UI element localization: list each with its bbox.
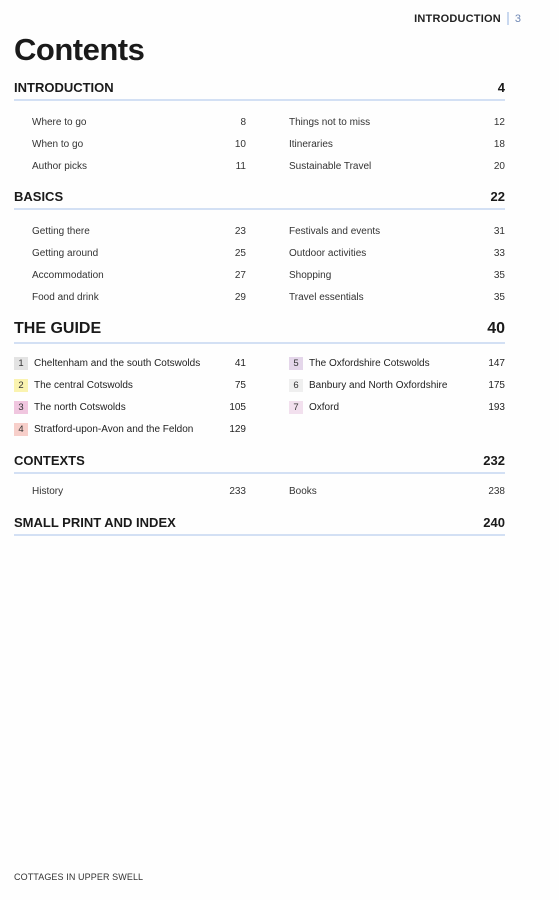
toc-entry-page: 8 [240,116,246,128]
section-introduction [14,80,505,177]
photo-caption: COTTAGES IN UPPER SWELL [14,872,144,882]
toc-entry-page: 11 [235,160,246,172]
toc-entry-page: 12 [493,116,505,128]
running-head-title: INTRODUCTION [414,12,501,25]
chapter-entry[interactable] [14,374,246,396]
toc-column-right [289,480,505,502]
running-head-divider [507,12,509,25]
toc-entry-page: 10 [234,138,246,150]
section-page: 232 [483,453,505,468]
chapter-number-badge: 6 [289,379,303,392]
chapter-entry[interactable] [14,396,246,418]
toc-entry-label: Things not to miss [289,116,371,128]
chapter-entry[interactable] [289,352,505,374]
toc-entry-page: 27 [234,269,246,281]
section-heading-the-guide[interactable] [14,320,505,344]
chapter-page: 41 [234,357,246,369]
toc-entry[interactable] [14,264,246,286]
toc-entry[interactable] [14,286,246,308]
chapter-entry[interactable] [14,352,246,374]
chapter-number-badge: 2 [14,379,28,392]
toc-column-left [14,352,246,440]
chapter-title: The north Cotswolds [34,401,126,413]
chapter-title: Cheltenham and the south Cotswolds [34,357,201,369]
section-basics [14,189,505,308]
toc-entry-page: 238 [488,485,505,497]
chapter-entry[interactable] [14,418,246,440]
running-head-page-number: 3 [514,12,521,25]
toc-entry-label: Itineraries [289,138,333,150]
toc-entry-label: Getting around [32,247,99,259]
toc-column-left [14,111,246,177]
toc-column-left [14,220,246,308]
section-heading-introduction[interactable] [14,80,505,101]
toc-entry-label: Outdoor activities [289,247,367,259]
toc-entry-page: 31 [493,225,505,237]
toc-entry-label: Festivals and events [289,225,381,237]
toc-entry[interactable] [14,220,246,242]
chapter-title: Banbury and North Oxfordshire [309,379,448,391]
section-page: 22 [490,189,505,204]
toc-entry-label: Shopping [289,269,332,281]
chapter-number-badge: 7 [289,401,303,414]
toc-column-right [289,220,505,308]
chapter-number-badge: 3 [14,401,28,414]
chapter-page: 175 [488,379,505,391]
section-page: 4 [497,80,505,95]
chapter-number-badge: 4 [14,423,28,436]
toc-entry-page: 25 [234,247,246,259]
toc-entry-label: Where to go [32,116,87,128]
chapter-title: Oxford [309,401,340,413]
toc-entry[interactable] [289,111,505,133]
toc-entry-page: 35 [493,291,505,303]
toc-entry[interactable] [14,155,246,177]
section-page: 240 [483,515,505,530]
toc-entry-label: History [32,485,64,497]
toc-entry[interactable] [289,133,505,155]
toc-entry[interactable] [289,155,505,177]
toc-entry-label: Author picks [32,160,88,172]
toc-entry[interactable] [289,264,505,286]
toc-entry[interactable] [14,242,246,264]
toc-entry-label: Books [289,485,317,497]
chapter-page: 129 [229,423,246,435]
toc-column-left [14,480,246,502]
chapter-entry[interactable] [289,374,505,396]
toc-entry-label: Food and drink [32,291,99,303]
toc-entry[interactable] [14,133,246,155]
toc-entry-page: 35 [493,269,505,281]
chapter-number-badge: 5 [289,357,303,370]
page-title: Contents [14,32,145,67]
running-head [414,12,521,25]
toc-entry-label: When to go [32,138,84,150]
chapter-page: 147 [488,357,505,369]
section-the-guide [14,320,505,440]
toc-entry-label: Sustainable Travel [289,160,372,172]
toc-entry[interactable] [14,111,246,133]
toc-entry-label: Travel essentials [289,291,364,303]
chapter-page: 75 [234,379,246,391]
section-heading-basics[interactable] [14,189,505,210]
section-heading-small-print[interactable] [14,515,505,536]
toc-entry[interactable] [289,286,505,308]
section-small-print [14,515,505,536]
section-title: THE GUIDE [14,320,102,337]
section-title: INTRODUCTION [14,80,114,95]
toc-entry-page: 20 [493,160,505,172]
toc-entry-page: 33 [493,247,505,259]
section-title: SMALL PRINT AND INDEX [14,515,176,530]
section-heading-contexts[interactable] [14,453,505,474]
toc-entry-page: 23 [234,225,246,237]
toc-entry[interactable] [289,220,505,242]
toc-entry[interactable] [14,480,246,502]
chapter-title: The Oxfordshire Cotswolds [309,357,430,369]
toc-entry[interactable] [289,242,505,264]
section-contexts [14,453,505,502]
toc-entry[interactable] [289,480,505,502]
toc-column-right [289,352,505,440]
toc-entry-label: Getting there [32,225,90,237]
chapter-title: The central Cotswolds [34,379,133,391]
section-title: CONTEXTS [14,453,85,468]
chapter-page: 105 [229,401,246,413]
toc-column-right [289,111,505,177]
toc-entry-page: 233 [229,485,246,497]
toc-entry-label: Accommodation [32,269,104,281]
chapter-entry[interactable] [289,396,505,418]
chapter-number-badge: 1 [14,357,28,370]
chapter-title: Stratford-upon-Avon and the Feldon [34,423,194,435]
toc-entry-page: 18 [493,138,505,150]
toc-entry-page: 29 [234,291,246,303]
section-title: BASICS [14,189,64,204]
section-page: 40 [487,320,505,337]
chapter-page: 193 [488,401,505,413]
